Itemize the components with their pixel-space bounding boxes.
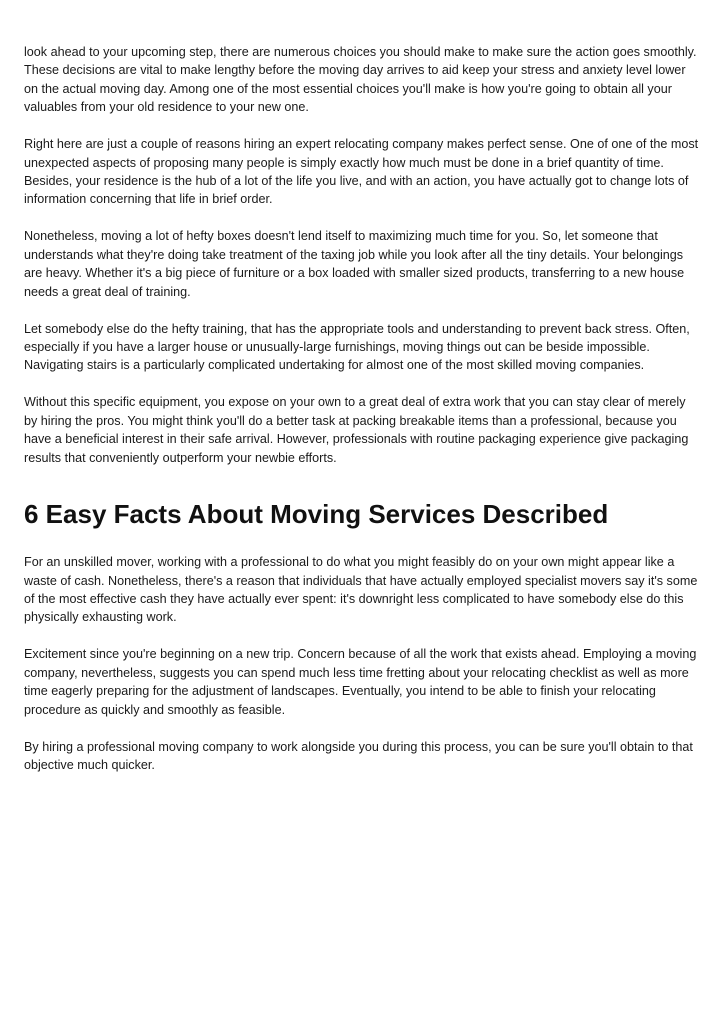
body-paragraph: Right here are just a couple of reasons hiring an expert relocating company makes perfect sense. One of one of the most unexpected aspects of proposing many people is simply exactly how much must be done in a brief quantity of time. Besides, your residence is the hub of a lot of the life you live, and with an action, you have actually got to change lots of information concerning that life in brief order. xyxy=(24,137,699,207)
section-heading: 6 Easy Facts About Moving Services Described xyxy=(24,499,609,530)
body-paragraph: Without this specific equipment, you expose on your own to a great deal of extra work that you can stay clear of merely by hiring the pros. You might think you'll do a better task at packing breakable items than a professional, because you have a beneficial interest in their safe arrival. However, professionals with routine packaging experience give packaging results that conveniently outperform your newbie efforts. xyxy=(24,395,689,465)
body-paragraph: Excitement since you're beginning on a new trip. Concern because of all the work that exists ahead. Employing a moving company, nevertheless, suggests you can spend much less time fretting about your relocating checklist as well as more time eagerly preparing for the adjustment of landscapes. Eventually, you intend to be able to finish your relocating procedure as quickly and smoothly as feasible. xyxy=(24,647,697,717)
body-paragraph: By hiring a professional moving company to work alongside you during this process, you can be sure you'll obtain to that objective much quicker. xyxy=(24,739,693,772)
document-page xyxy=(24,43,700,774)
body-paragraph: For an unskilled mover, working with a professional to do what you might feasibly do on your own might appear like a waste of cash. Nonetheless, there's a reason that individuals that have actually employed specialist movers say it's some of the most effective cash they have actually ever spent: it's downright less complicated to have somebody else do this physically exhausting work. xyxy=(24,555,698,625)
body-paragraph: look ahead to your upcoming step, there are numerous choices you should make to make sure the action goes smoothly. These decisions are vital to make lengthy before the moving day arrives to aid keep your stress and anxiety level lower on the actual moving day. Among one of the most essential choices you'll make is how you're going to obtain all your valuables from your old residence to your new one. xyxy=(24,45,697,115)
body-paragraph: Let somebody else do the hefty training, that has the appropriate tools and understanding to prevent back stress. Often, especially if you have a larger house or unusually-large furnishings, moving things out can be beside impossible. Navigating stairs is a particularly complicated undertaking for almost one of the most skilled moving companies. xyxy=(24,321,690,373)
body-paragraph: Nonetheless, moving a lot of hefty boxes doesn't lend itself to maximizing much time for you. So, let someone that understands what they're doing take treatment of the taxing job while you look after all the tiny details. Your belongings are heavy. Whether it's a big piece of furniture or a box loaded with smaller sized products, transferring to a new house needs a great deal of training. xyxy=(24,229,685,299)
